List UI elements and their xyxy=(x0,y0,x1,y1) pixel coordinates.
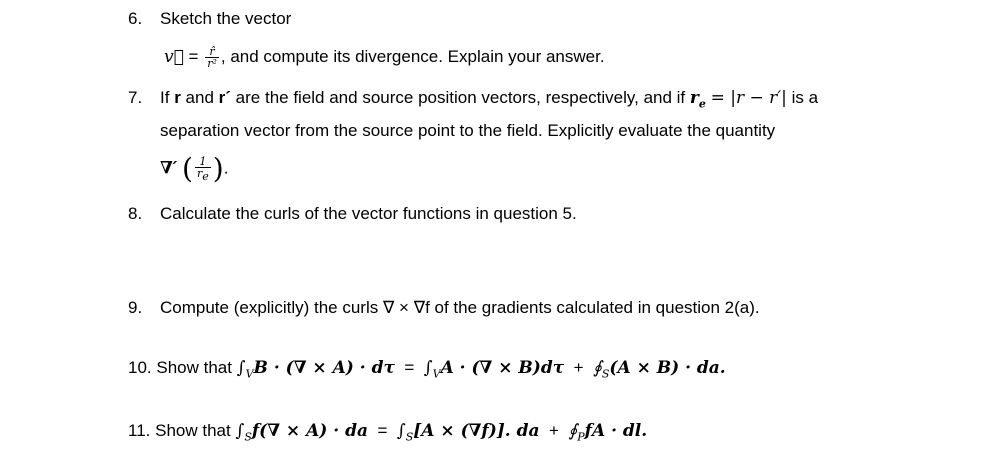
integral-rhs1: $\int_S$ xyxy=(396,421,414,444)
contour-integral: $∮_S$ xyxy=(593,358,610,381)
equals-sign: = xyxy=(404,358,415,377)
rhs1-expression: [A × (∇f)]. da xyxy=(413,421,540,441)
lhs-expression: f(∇ × A) · da xyxy=(251,421,368,441)
question-text: Show that xyxy=(155,421,231,440)
question-6-formula xyxy=(164,46,605,69)
contour-integral: $∮_P$ xyxy=(568,421,585,444)
question-text: Show that xyxy=(156,358,232,377)
question-number: 7. xyxy=(128,88,143,107)
question-text: If r and r´ are the field and source position vectors, respectively, and if $r_e = |r - r'|$ is a xyxy=(160,88,819,111)
fraction-numerator: 1 xyxy=(195,156,211,168)
equals-sign: = xyxy=(377,421,388,440)
fraction-numerator: r̂ xyxy=(205,46,219,58)
rhs2-expression: fA · dl. xyxy=(584,421,648,441)
question-10 xyxy=(128,357,726,385)
integral-lhs: $\int_V$ xyxy=(236,358,254,381)
rhs1-expression: A · (∇ × B)dτ xyxy=(440,358,565,378)
question-11 xyxy=(128,420,647,448)
lhs-expression: B · (∇ × A) · dτ xyxy=(253,358,395,378)
question-number: 6. xyxy=(128,9,143,28)
rhs2-expression: (A × B) · da. xyxy=(609,358,726,378)
integral-rhs1: $\int_V$ xyxy=(423,358,441,381)
fraction-denominator: r² xyxy=(207,57,217,71)
equals-sign: = xyxy=(188,47,199,66)
question-number: 8. xyxy=(128,204,143,223)
nabla-prime: ∇′ xyxy=(160,158,178,179)
question-7-formula: ∇′ ( $\frac{1}{r_e}$ ). xyxy=(160,152,229,186)
question-text: Compute (explicitly) the curls ∇ × ∇f of the gradients calculated in question 2(a). xyxy=(160,298,760,317)
question-number: 10. xyxy=(128,358,152,377)
question-number: 9. xyxy=(128,298,143,317)
question-text: Sketch the vector xyxy=(160,9,292,28)
plus-sign: + xyxy=(573,358,584,377)
fraction xyxy=(195,156,211,182)
question-continuation: , and compute its divergence. Explain your answer. xyxy=(220,47,605,66)
question-number: 11. xyxy=(128,421,151,440)
field-vector: r xyxy=(174,88,181,107)
question-text: separation vector from the source point to the field. Explicitly evaluate the quantity xyxy=(160,121,776,140)
source-vector: r´ xyxy=(218,88,231,107)
separation-definition: = |r − r′| xyxy=(710,88,787,108)
vector-v: v⃗ xyxy=(164,47,184,67)
plus-sign: + xyxy=(549,421,559,440)
separation-symbol: $r_e$ xyxy=(689,88,706,111)
fraction xyxy=(205,46,219,69)
fraction-denominator: $r_e$ xyxy=(196,167,209,184)
question-text: Calculate the curls of the vector functions in question 5. xyxy=(160,204,577,223)
integral-lhs: $\int_S$ xyxy=(235,421,252,444)
